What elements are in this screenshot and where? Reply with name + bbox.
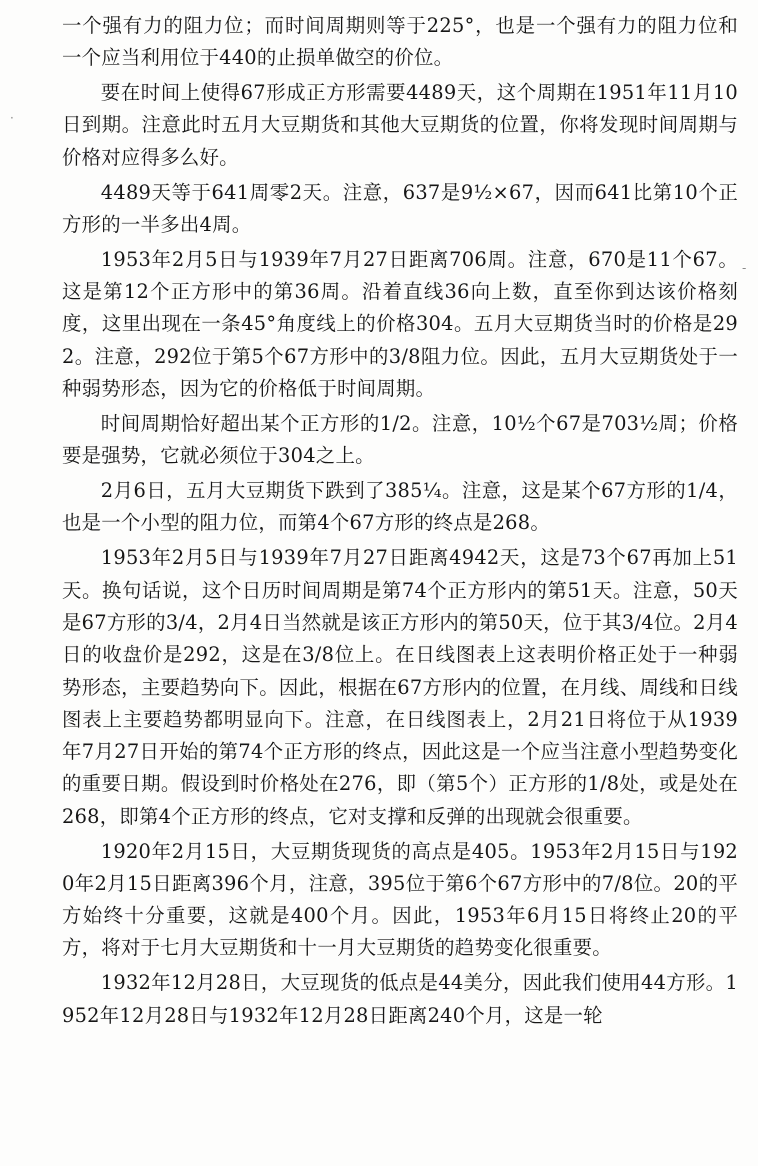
paragraph: 4489天等于641周零2天。注意，637是9½×67，因而641比第10个正方形的一半多出4周。 bbox=[62, 180, 738, 236]
paragraph: 时间周期恰好超出某个正方形的1/2。注意，10½个67是703½周；价格要是强势，它就必须位于304之上。 bbox=[62, 411, 738, 468]
margin-mark-left: · bbox=[10, 111, 14, 125]
paragraph: 1953年2月5日与1939年7月27日距离4942天，这是73个67再加上51天。换句话说，这个日历时间周期是第74个正方形内的第51天。注意，50天是67方形的3/4，2月4日当然就是该正方形内的第50天，位于其3/4位。2月4日的收盘价是292，这是在3/8位上。在日线图表上这表明价格正处于一种弱势形态，主要趋势向下。因此，根据在67方形内的位置，在月线、周线和日线图表上主要趋势都明显向下。注意，在日线图表上，2月21日将位于从1939年7月27日开始的第74个正方形的终点，因此这是一个应当注意小型趋势变化的重要日期。假设到时价格处在276，即（第5个）正方形的1/8处，或是处在268，即第4个正方形的终点，它对支撑和反弹的出现就会很重要。 bbox=[62, 546, 738, 828]
paragraph-continued: 一个强有力的阻力位；而时间周期则等于225°，也是一个强有力的阻力位和一个应当利用位于440的止损单做空的价位。 bbox=[62, 14, 738, 70]
paragraph: 2月6日，五月大豆期货下跌到了385¼。注意，这是某个67方形的1/4，也是一个小型的阻力位，而第4个67方形的终点是268。 bbox=[62, 479, 738, 535]
paragraph: 1953年2月5日与1939年7月27日距离706周。注意，670是11个67。这是第12个正方形中的第36周。沿着直线36向上数，直至你到达该价格刻度，这里出现在一条45°角度线上的价格304。五月大豆期货当时的价格是292。注意，292位于第5个67方形中的3/8阻力位。因此，五月大豆期货处于一种弱势形态，因为它的价格低于时间周期。 bbox=[62, 247, 738, 401]
paragraph-continues: 1932年12月28日，大豆现货的低点是44美分，因此我们使用44方形。1952年12月28日与1932年12月28日距离240个月，这是一轮 bbox=[62, 971, 738, 1027]
paragraph: 1920年2月15日，大豆期货现货的高点是405。1953年2月15日与1920年2月15日距离396个月，注意，395位于第6个67方形中的7/8位。20的平方始终十分重要，这就是400个月。因此，1953年6月15日将终止20的平方，将对于七月大豆期货和十一月大豆期货的趋势变化很重要。 bbox=[62, 839, 738, 960]
margin-mark-right: - bbox=[742, 261, 747, 275]
paragraph: 要在时间上使得67形成正方形需要4489天，这个周期在1951年11月10日到期。注意此时五月大豆期货和其他大豆期货的位置，你将发现时间周期与价格对应得多么好。 bbox=[62, 81, 738, 169]
body-text bbox=[62, 10, 738, 1032]
